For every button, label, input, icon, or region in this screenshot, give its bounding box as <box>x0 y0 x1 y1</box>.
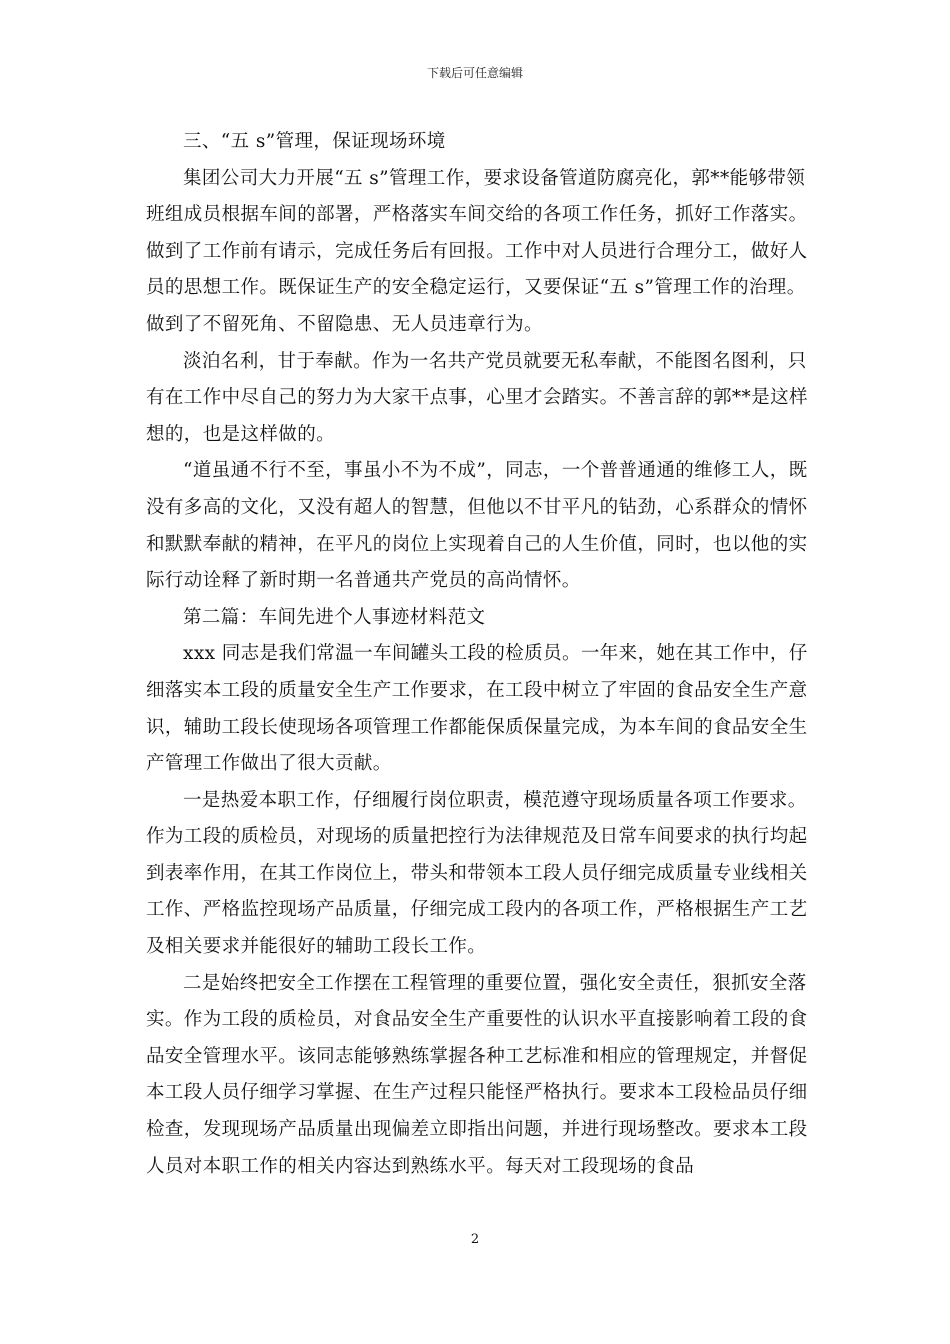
paragraph: 二是始终把安全工作摆在工程管理的重要位置，强化安全责任，狠抓安全落实。作为工段的质检员，对食品安全生产重要性的认识水平直接影响着工段的食品安全管理水平。该同志能够熟练掌握各种工艺标准和相应的管理规定，并督促本工段人员仔细学习掌握、在生产过程只能怪严格执行。要求本工段检品员仔细检查，发现现场产品质量出现偏差立即指出问题，并进行现场整改。要求本工段人员对本职工作的相关内容达到熟练水平。每天对工段现场的食品 <box>146 972 808 1177</box>
paragraph: 集团公司大力开展“五 s”管理工作，要求设备管道防腐亮化，郭**能够带领班组成员根据车间的部署，严格落实车间交给的各项工作任务，抓好工作落实。做到了工作前有请示，完成任务后有回报。工作中对人员进行合理分工，做好人员的思想工作。既保证生产的安全稳定运行，又要保证“五 s”管理工作的治理。做到了不留死角、不留隐患、无人员违章行为。 <box>146 167 808 335</box>
paragraph: 淡泊名利，甘于奉献。作为一名共产党员就要无私奉献，不能图名图利，只有在工作中尽自己的努力为大家干点事，心里才会踏实。不善言辞的郭**是这样想的，也是这样做的。 <box>146 350 808 445</box>
section-heading: 三、“五 s”管理，保证现场环境 <box>183 131 446 152</box>
document-body <box>146 124 816 1185</box>
paragraph: xxx 同志是我们常温一车间罐头工段的检质员。一年来，她在其工作中，仔细落实本工段的质量安全生产工作要求，在工段中树立了牢固的食品安全生产意识，辅助工段长使现场各项管理工作都能保质保量完成，为本车间的食品安全生产管理工作做出了很大贡献。 <box>146 643 808 775</box>
section-heading: 第二篇：车间先进个人事迹材料范文 <box>183 606 486 628</box>
paragraph: “道虽通不行不至，事虽小不为不成”，同志，一个普普通通的维修工人，既没有多高的文化，又没有超人的智慧，但他以不甘平凡的钻劲，心系群众的情怀和默默奉献的精神，在平凡的岗位上实现着自己的人生价值，同时，也以他的实际行动诠释了新时期一名普通共产党员的高尚情怀。 <box>146 460 808 592</box>
page-number: 2 <box>470 1232 480 1247</box>
page-header: 下载后可任意编辑 <box>426 66 523 80</box>
paragraph: 一是热爱本职工作，仔细履行岗位职责，模范遵守现场质量各项工作要求。作为工段的质检员，对现场的质量把控行为法律规范及日常车间要求的执行均起到表率作用，在其工作岗位上，带头和带领本工段人员仔细完成质量专业线相关工作、严格监控现场产品质量，仔细完成工段内的各项工作，严格根据生产工艺及相关要求并能很好的辅助工段长工作。 <box>146 789 808 958</box>
